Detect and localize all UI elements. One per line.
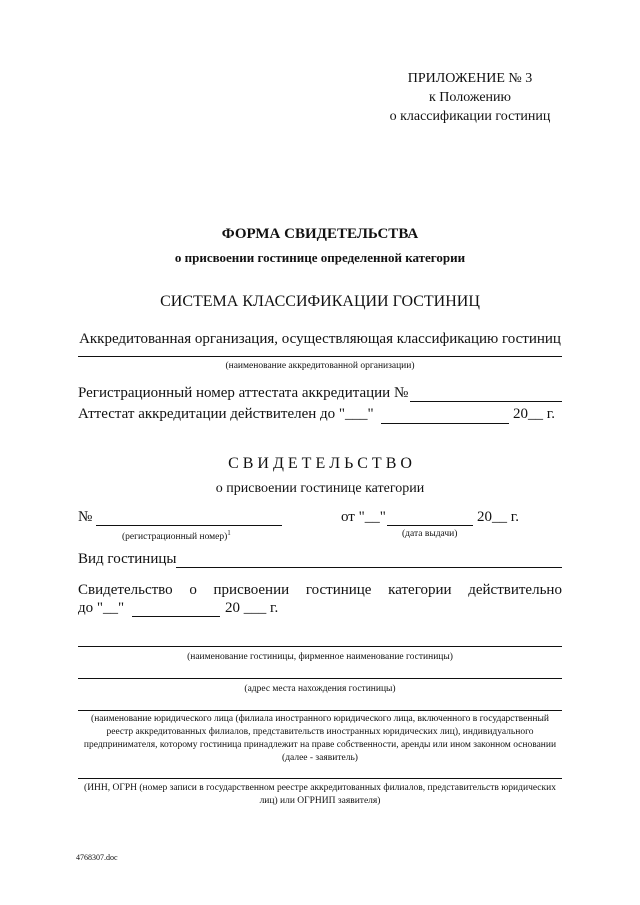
inn-caption: (ИНН, ОГРН (номер записи в государственном реестре аккредитованных филиалов, представительств юридических лиц) или ОГРНИП заявителя): [84, 783, 556, 806]
certificate-heading: С В И Д Е Т Е Л Ь С Т В О: [228, 455, 412, 472]
appendix-subject: о классификации гостиниц: [389, 109, 551, 124]
appendix-number: ПРИЛОЖЕНИЕ № 3: [407, 71, 533, 86]
certificate-subheading: о присвоении гостинице категории: [215, 481, 425, 496]
legal-entity-field[interactable]: [78, 710, 562, 711]
valid-until-field[interactable]: [381, 423, 509, 424]
accredited-org-caption: (наименование аккредитованной организации): [225, 361, 415, 371]
validity-until-end: 20 ___ г.: [225, 600, 279, 616]
validity-word: Свидетельство: [78, 582, 173, 598]
from-label: от "__": [341, 509, 386, 525]
accredited-org-label: Аккредитованная организация, осуществляющая классификацию гостиниц: [79, 331, 561, 347]
reg-number-input[interactable]: [96, 525, 282, 526]
validity-date-field[interactable]: [132, 616, 220, 617]
number-label: №: [78, 509, 93, 525]
validity-line: [78, 582, 562, 599]
hotel-address-caption: (адрес места нахождения гостиницы): [244, 684, 396, 694]
reg-number-caption: (регистрационный номер)$^1$: [122, 529, 231, 543]
inn-field[interactable]: [78, 778, 562, 779]
hotel-type-field[interactable]: [176, 567, 562, 568]
footnote-mark: 1: [227, 529, 231, 537]
hotel-type-label: Вид гостиницы: [78, 551, 177, 567]
doc-id: 4768307.doc: [76, 853, 118, 862]
reg-number-field[interactable]: [410, 401, 562, 402]
validity-word: гостинице: [305, 582, 372, 598]
valid-until-label: Аттестат аккредитации действителен до "___": [78, 406, 374, 422]
reg-number-label: Регистрационный номер аттестата аккредитации №: [78, 385, 409, 401]
valid-until-year: 20__ г.: [513, 406, 555, 422]
from-year: 20__ г.: [477, 509, 519, 525]
hotel-name-field[interactable]: [78, 646, 562, 647]
appendix-ref: к Положению: [428, 90, 511, 105]
hotel-address-field[interactable]: [78, 678, 562, 679]
legal-entity-caption: (наименование юридического лица (филиала иностранного юридического лица, включенного в государственный реестр аккредитованных филиалов, представительств иностранных юридических лиц), индивидуального предпринимателя, которому гостиница принадлежит на праве собственности, аренды или ином законном основании (далее - заявитель): [83, 714, 557, 763]
validity-word: о: [189, 582, 197, 598]
accredited-org-line: [78, 356, 562, 357]
system-title: СИСТЕМА КЛАССИФИКАЦИИ ГОСТИНИЦ: [160, 293, 480, 310]
validity-word: действительно: [468, 582, 562, 598]
validity-word: присвоении: [213, 582, 290, 598]
validity-word: категории: [388, 582, 452, 598]
issue-date-field[interactable]: [387, 525, 473, 526]
validity-until-start: до "__": [78, 600, 125, 616]
issue-date-caption: (дата выдачи): [402, 529, 458, 539]
form-title: ФОРМА СВИДЕТЕЛЬСТВА: [221, 226, 419, 242]
form-subtitle: о присвоении гостинице определенной категории: [174, 250, 466, 265]
hotel-name-caption: (наименование гостиницы, фирменное наименование гостиницы): [187, 652, 453, 662]
